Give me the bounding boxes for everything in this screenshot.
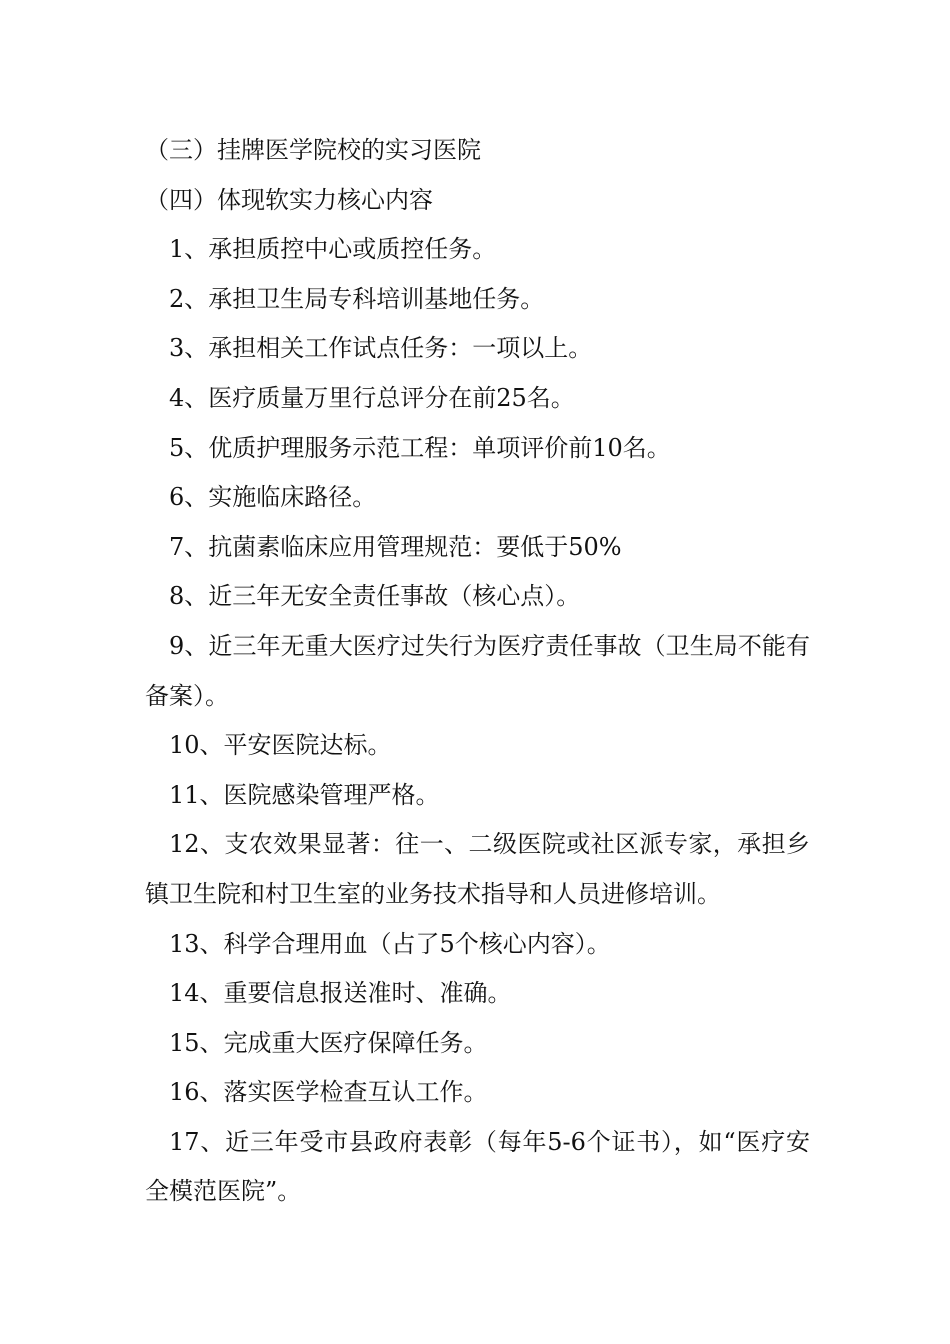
list-item-14: 14、重要信息报送准时、准确。	[169, 979, 512, 1008]
section-heading-3: （三）挂牌医学院校的实习医院	[145, 136, 481, 164]
list-item-15: 15、完成重大医疗保障任务。	[169, 1028, 488, 1057]
list-item-4: 4、医疗质量万里行总评分在前25名。	[169, 383, 575, 412]
document-body	[145, 126, 810, 1217]
list-item-3: 3、承担相关工作试点任务：一项以上。	[169, 334, 593, 363]
list-item-1: 1、承担质控中心或质控任务。	[169, 235, 497, 264]
list-item-17: 17、近三年受市县政府表彰（每年5-6个证书），如“医疗安全模范医院”。	[145, 1127, 810, 1206]
list-item-11: 11、医院感染管理严格。	[169, 780, 440, 809]
list-item-8: 8、近三年无安全责任事故（核心点）。	[169, 582, 581, 611]
list-item-16: 16、落实医学检查互认工作。	[169, 1078, 488, 1107]
list-item-9: 9、近三年无重大医疗过失行为医疗责任事故（卫生局不能有备案）。	[145, 631, 810, 710]
list-item-5: 5、优质护理服务示范工程：单项评价前10名。	[169, 433, 671, 462]
section-heading-4: （四）体现软实力核心内容	[145, 185, 433, 214]
list-item-2: 2、承担卫生局专科培训基地任务。	[169, 284, 545, 313]
list-item-10: 10、平安医院达标。	[169, 731, 392, 760]
list-item-6: 6、实施临床路径。	[169, 483, 377, 512]
list-item-12: 12、支农效果显著：往一、二级医院或社区派专家，承担乡镇卫生院和村卫生室的业务技术指导和人员进修培训。	[145, 830, 810, 908]
list-item-7: 7、抗菌素临床应用管理规范：要低于50%	[169, 532, 622, 561]
list-item-13: 13、科学合理用血（占了5个核心内容）。	[169, 929, 611, 958]
